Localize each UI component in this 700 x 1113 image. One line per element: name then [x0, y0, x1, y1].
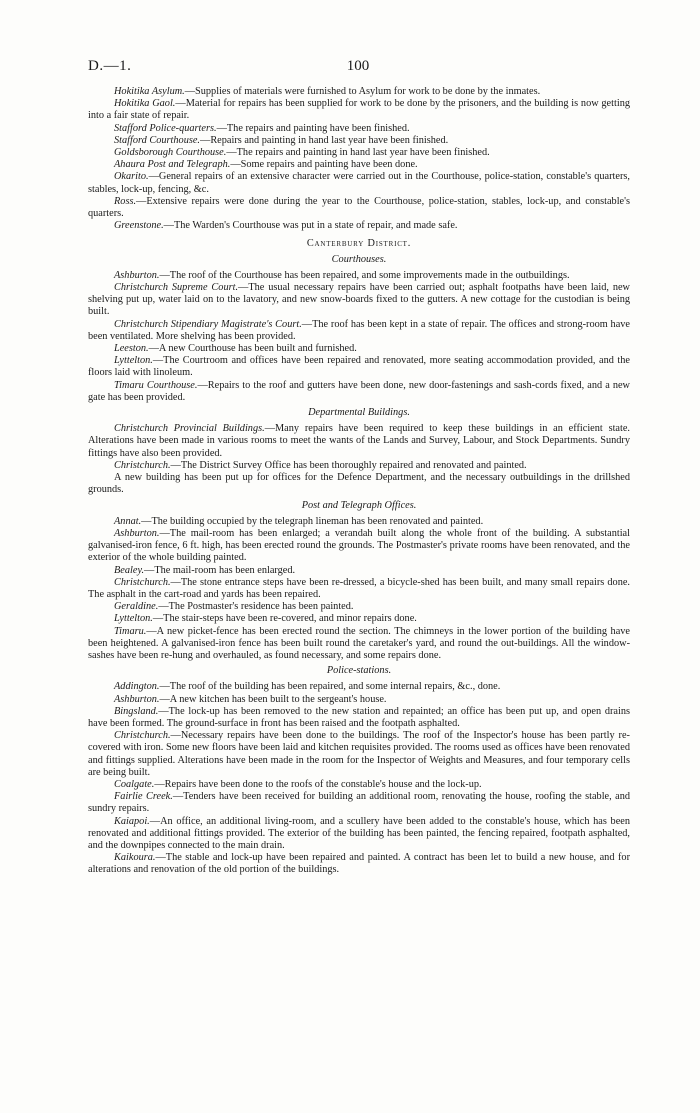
paragraph	[88, 626, 630, 663]
paragraph-text: —Material for repairs has been supplied for work to be done by the prisoners, and the building is now getting into a fair state of repair.	[88, 98, 631, 122]
paragraph-heading: Geraldine.	[114, 601, 159, 613]
paragraph	[88, 98, 630, 122]
paragraph-heading: Addington.	[114, 681, 160, 693]
paragraph-text: A new building has been put up for offices for the Defence Department, and the necessary outbuildings in the drillshed grounds.	[88, 472, 630, 496]
page-header	[88, 58, 628, 78]
paragraph-text: —The District Survey Office has been thoroughly repaired and renovated and painted.	[170, 459, 527, 471]
courthouses-list	[88, 270, 630, 404]
paragraph-text: —The Postmaster's residence has been painted.	[158, 601, 354, 613]
paragraph	[88, 282, 630, 319]
paragraph-text: —A new picket-fence has been erected round the section. The chimneys in the lower portion of the building have been heightened. A galvanised-iron fence has been built round the caretaker's yard, and round the out-buildings. All the window-sashes have been re-hung and overhauled, as found necessary, and some repairs done.	[88, 625, 630, 661]
subsection-title-police: Police-stations.	[326, 665, 392, 677]
paragraph-heading: Lyttelton.	[114, 355, 153, 367]
paragraph	[88, 423, 630, 460]
paragraph-heading: Coalgate.	[114, 778, 155, 790]
paragraph-text: —General repairs of an extensive character were carried out in the Courthouse, police-station, constable's quarters, stables, lock-up, fencing, &c.	[88, 171, 630, 195]
paragraph-heading: Lyttelton.	[114, 613, 153, 625]
paragraph-heading: Ahaura Post and Telegraph.	[114, 159, 231, 171]
paragraph	[88, 159, 630, 171]
paragraph-text: —The Warden's Courthouse was put in a state of repair, and made safe.	[163, 220, 458, 232]
paragraph	[88, 577, 630, 601]
paragraph-text: —An office, an additional living-room, and a scullery have been added to the constable's house, which has been renovated and additional fittings provided. The exterior of the building has been painted, the fencing repaired, footpath asphalted, and the downpipes connected to the main drain.	[88, 815, 630, 851]
paragraph	[88, 86, 630, 98]
paragraph-heading: Stafford Courthouse.	[114, 134, 201, 146]
paragraph-text: —A new kitchen has been built to the sergeant's house.	[159, 693, 387, 705]
paragraph-text: —The mail-room has been enlarged; a verandah built along the whole front of the building. A substantial galvanised-iron fence, 6 ft. high, has been erected round the grounds. The Postmaster's private rooms have been renovated, and the exterior of the whole building painted.	[88, 527, 630, 564]
paragraph-text: —The repairs and painting in hand last year have been finished.	[226, 147, 490, 159]
paragraph-text: —Repairs to the roof and gutters have been done, new door-fastenings and sash-cords fixed, and a new gate has been provided.	[88, 379, 630, 403]
paragraph-heading: Annat.	[114, 515, 142, 527]
paragraph-heading: Timaru Courthouse.	[114, 379, 198, 391]
paragraph	[88, 681, 630, 693]
paragraph-heading: Christchurch Supreme Court.	[114, 282, 239, 294]
paragraph-heading: Okarito.	[114, 171, 149, 183]
paragraph	[88, 528, 630, 565]
paragraph	[88, 380, 630, 404]
paragraph-heading: Greenstone.	[114, 220, 164, 232]
paragraph-heading: Hokitika Asylum.	[114, 86, 185, 97]
section-title-canterbury: Canterbury District.	[306, 238, 412, 250]
paragraph-text: —The stone entrance steps have been re-dressed, a bicycle-shed has been built, and many small repairs done. The asphalt in the cart-road and yards has been repaired.	[88, 576, 630, 600]
paragraph	[88, 706, 630, 730]
paragraph	[88, 730, 630, 779]
paragraph-heading: Christchurch Stipendiary Magistrate's Court.	[114, 318, 302, 330]
paragraph-text: —Some repairs and painting have been done.	[230, 159, 418, 171]
paragraph	[88, 791, 630, 815]
paragraph	[88, 147, 630, 159]
subsection-title-courthouses: Courthouses.	[331, 253, 387, 265]
paragraph-heading: Christchurch.	[114, 576, 171, 588]
paragraph-heading: Timaru.	[114, 625, 147, 637]
paragraph-heading: Kaikoura.	[114, 852, 156, 864]
paragraph	[88, 270, 630, 282]
document-body	[88, 86, 630, 877]
paragraph-heading: Ashburton.	[114, 693, 160, 705]
west-coast-list	[88, 86, 630, 232]
paragraph-heading: Fairlie Creek.	[114, 791, 173, 803]
document-reference: D.—1.	[88, 58, 132, 74]
paragraph	[88, 343, 630, 355]
paragraph	[88, 852, 630, 876]
paragraph	[88, 220, 630, 232]
paragraph-text: —The Courtroom and offices have been repaired and renovated, more seating accommodation provided, and the floors laid with linoleum.	[88, 355, 630, 379]
paragraph-text: —Supplies of materials were furnished to Asylum for work to be done by the inmates.	[184, 86, 541, 97]
paragraph-heading: Hokitika Gaol.	[114, 98, 176, 110]
paragraph-text: —The roof of the Courthouse has been repaired, and some improvements made in the outbuildings.	[159, 269, 570, 281]
paragraph-heading: Bealey.	[114, 564, 145, 576]
paragraph-text: —The mail-room has been enlarged.	[144, 564, 296, 576]
paragraph-text: —The building occupied by the telegraph lineman has been renovated and painted.	[141, 515, 484, 527]
paragraph-text: —The stable and lock-up have been repaired and painted. A contract has been let to build a new house, and for alterations and renovation of the old portion of the buildings.	[88, 852, 630, 876]
paragraph-text: —The roof has been kept in a state of repair. The offices and strong-room have been ventilated. More shelving has been provided.	[88, 318, 630, 342]
paragraph	[88, 816, 630, 853]
paragraph	[88, 123, 630, 135]
paragraph-heading: Ross.	[114, 195, 137, 207]
page-number: 100	[346, 58, 370, 74]
post-telegraph-list	[88, 516, 630, 662]
subsection-title-post-telegraph: Post and Telegraph Offices.	[301, 499, 417, 511]
paragraph-text: —The repairs and painting have been finished.	[216, 122, 410, 134]
paragraph-heading: Ashburton.	[114, 269, 160, 281]
paragraph-text: —Extensive repairs were done during the year to the Courthouse, police-station, stables, lock-up, and constable's quarters.	[88, 195, 630, 220]
paragraph-heading: Leeston.	[114, 343, 149, 355]
paragraph-heading: Stafford Police-quarters.	[114, 122, 217, 134]
paragraph	[88, 135, 630, 147]
paragraph-heading: Christchurch Provincial Buildings.	[114, 423, 265, 435]
paragraph-text: —A new Courthouse has been built and furnished.	[148, 343, 357, 355]
subsection-title-departmental: Departmental Buildings.	[308, 407, 410, 419]
paragraph-text: —Necessary repairs have been done to the buildings. The roof of the Inspector's house has been partly re-covered with iron. Some new floors have been laid and kitchen requisites provided. The rooms used as offices have been renovated and fittings supplied. Alterations have been made in the room for the Inspector of Weights and Measures, and four temporary cells are being built.	[88, 730, 630, 778]
paragraph-heading: Goldsborough Courthouse.	[114, 147, 227, 159]
paragraph-heading: Christchurch.	[114, 459, 171, 471]
paragraph-text: —Many repairs have been required to keep these buildings in an efficient state. Alterations have been made in various rooms to meet the wants of the Lands and Survey, Labour, and Stock Departments. Sundry fittings have also been provided.	[88, 423, 631, 459]
paragraph	[88, 694, 630, 706]
police-list	[88, 681, 630, 876]
paragraph-heading: Ashburton.	[114, 527, 160, 539]
paragraph-heading: Bingsland.	[114, 705, 159, 717]
paragraph	[88, 196, 630, 220]
departmental-list	[88, 423, 630, 496]
paragraph-text: —The usual necessary repairs have been carried out; asphalt footpaths have been laid, new shelving put up, water laid on to the lavatory, and new snow-boards fixed to the gutters. A new cottage for the custodian is being built.	[88, 282, 630, 318]
paragraph-heading: Kaiapoi.	[114, 815, 150, 827]
paragraph	[88, 171, 630, 195]
paragraph	[88, 472, 630, 496]
paragraph	[88, 565, 630, 577]
paragraph	[88, 601, 630, 613]
paragraph-text: —Repairs and painting in hand last year have been finished.	[200, 134, 449, 146]
paragraph-text: —The stair-steps have been re-covered, and minor repairs done.	[152, 613, 417, 625]
paragraph-text: —The lock-up has been removed to the new station and repainted; an office has been put up, and open drains have been formed. The ground-surface in front has been raised and the footpath asphalted.	[88, 705, 630, 729]
paragraph-text: —Tenders have been received for building an additional room, renovating the house, roofing the stable, and sundry repairs.	[88, 791, 631, 815]
paragraph	[88, 355, 630, 379]
paragraph	[88, 779, 630, 791]
paragraph-text: —The roof of the building has been repaired, and some internal repairs, &c., done.	[159, 681, 501, 693]
paragraph	[88, 319, 630, 343]
paragraph	[88, 516, 630, 528]
paragraph-heading: Christchurch.	[114, 730, 171, 742]
paragraph	[88, 460, 630, 472]
paragraph	[88, 613, 630, 625]
paragraph-text: —Repairs have been done to the roofs of the constable's house and the lock-up.	[154, 778, 482, 790]
